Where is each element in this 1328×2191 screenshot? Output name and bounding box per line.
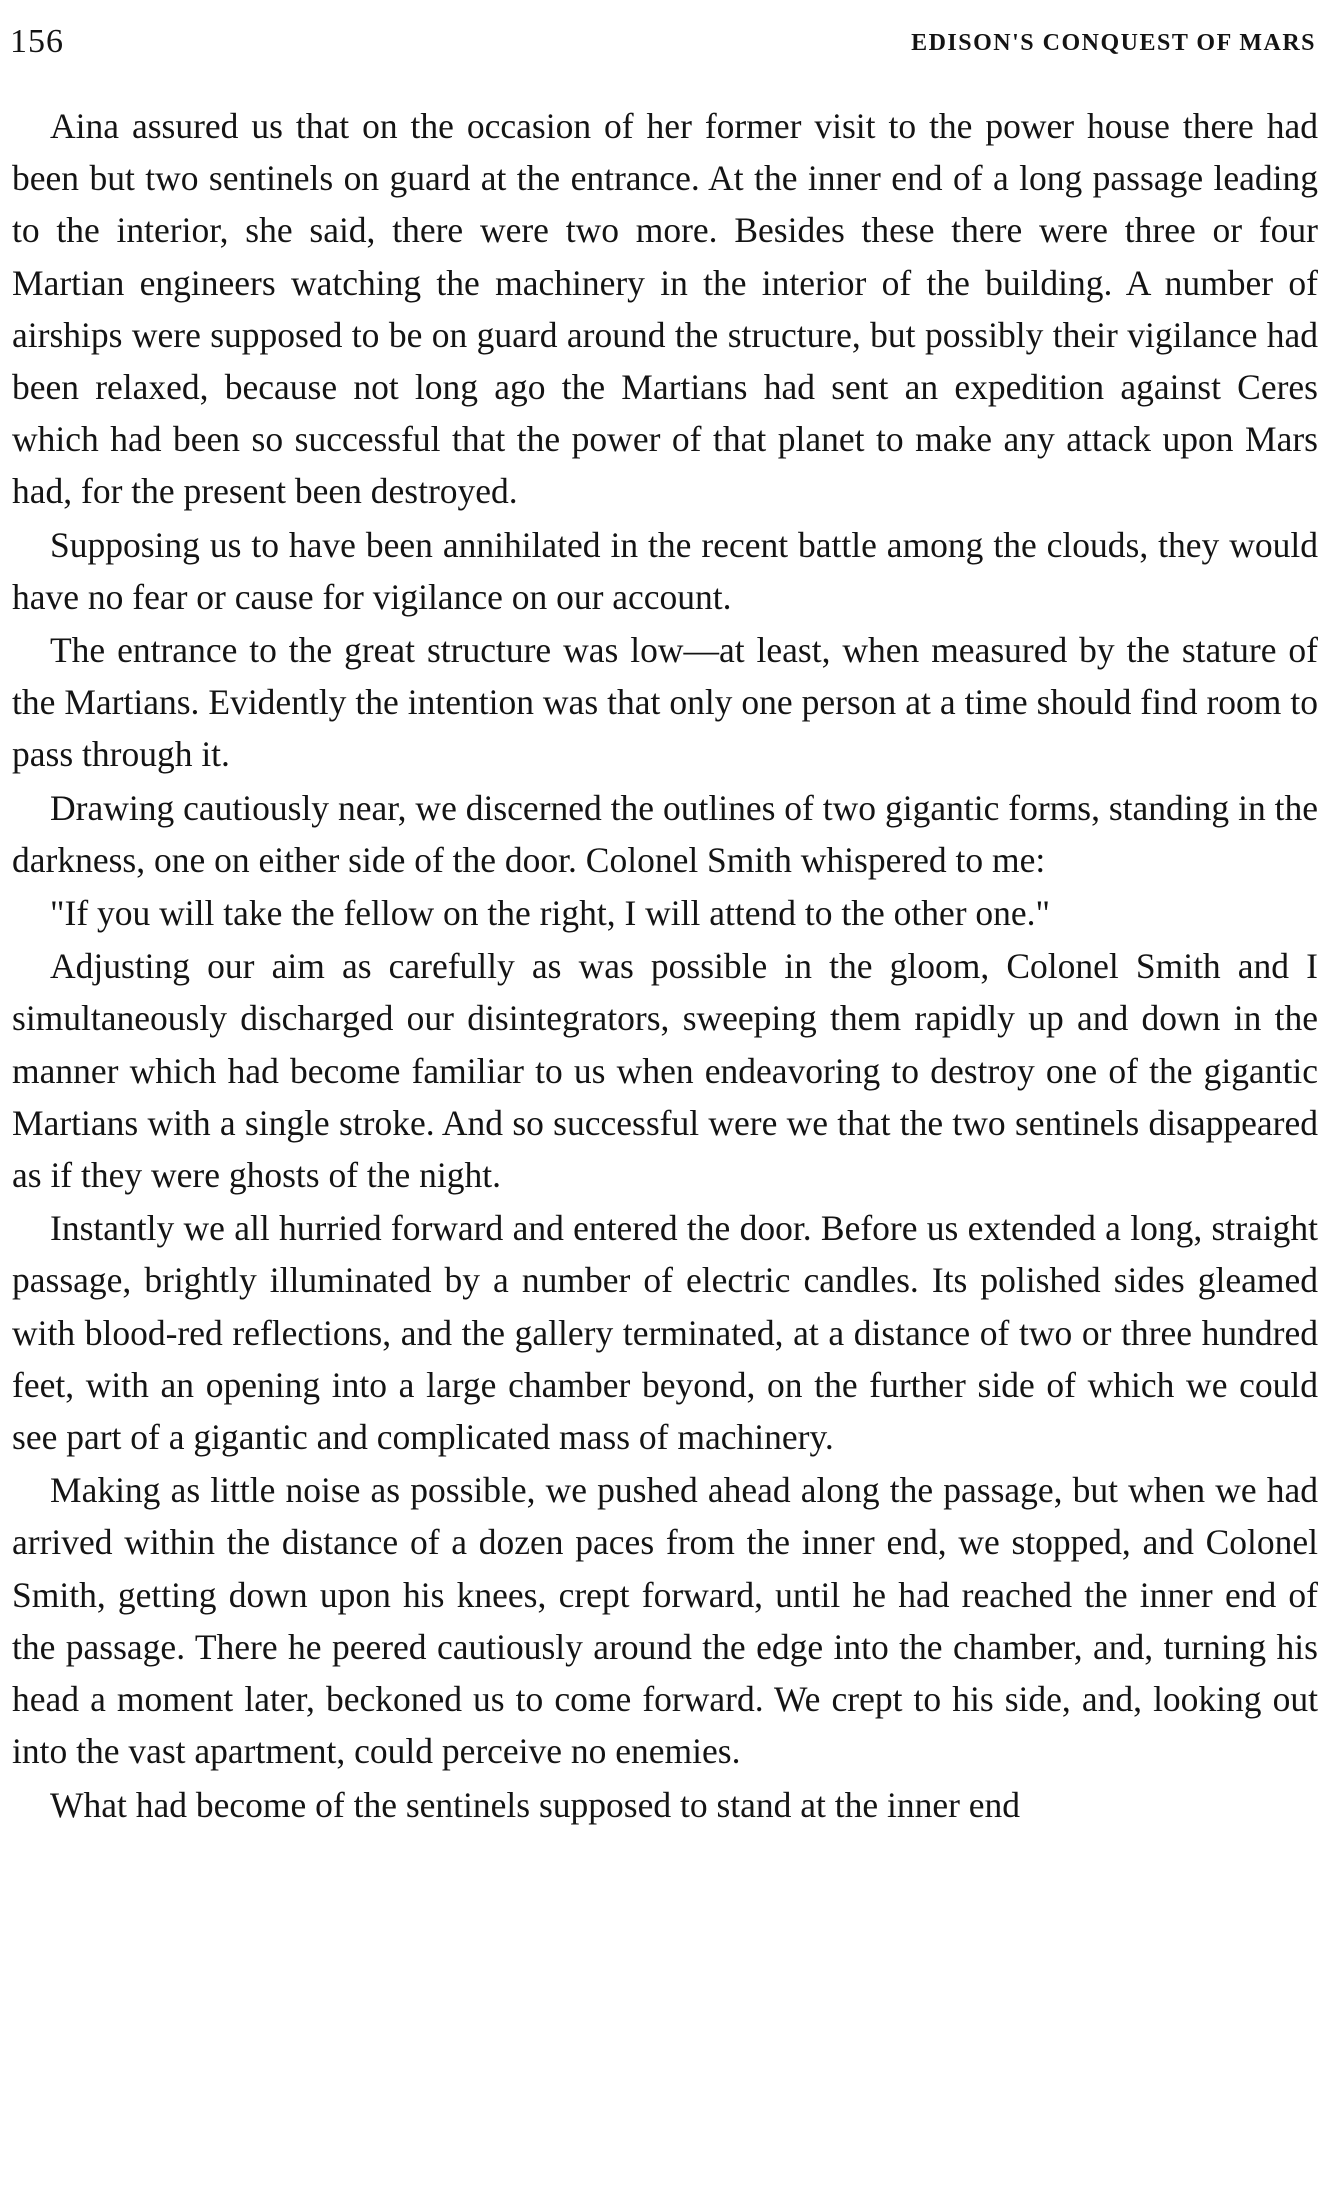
paragraph: Drawing cautiously near, we discerned the outlines of two gigantic forms, standing in the darkness, one on either side of the door. Colonel Smith whispered to me: bbox=[12, 787, 1318, 880]
paragraph: Adjusting our aim as carefully as was possible in the gloom, Colonel Smith and I simultaneously discharged our disintegrators, sweeping them rapidly up and down in the manner which had become familiar to us when endeavoring to destroy one of the gigantic Martians with a single stroke. And so successful were we that the two sentinels disappeared as if they were ghosts of the night. bbox=[12, 946, 1318, 1196]
paragraph: Making as little noise as possible, we pushed ahead along the passage, but when we had arrived within the distance of a dozen paces from the inner end, we stopped, and Colonel Smith, getting down upon his knees, crept forward, until he had reached the inner end of the passage. There he peered cautiously around the edge into the chamber, and, turning his head a moment later, beckoned us to come forward. We crept to his side, and, looking out into the vast apartment, could perceive no enemies. bbox=[12, 1470, 1318, 1772]
body-text bbox=[12, 100, 1318, 1832]
paragraph: Aina assured us that on the occasion of her former visit to the power house there had been but two sentinels on guard at the entrance. At the inner end of a long passage leading to the interior, she said, there were two more. Besides these there were three or four Martian engineers watching the machinery in the interior of the building. A number of airships were supposed to be on guard around the structure, but possibly their vigilance had been relaxed, because not long ago the Martians had sent an expedition against Ceres which had been so successful that the power of that planet to make any attack upon Mars had, for the present been destroyed. bbox=[12, 106, 1318, 512]
page-number: 156 bbox=[10, 23, 64, 60]
running-title: EDISON'S CONQUEST OF MARS bbox=[911, 30, 1316, 56]
paragraph: What had become of the sentinels supposed to stand at the inner end bbox=[50, 1784, 1021, 1825]
paragraph: Supposing us to have been annihilated in the recent battle among the clouds, they would have no fear or cause for vigilance on our account. bbox=[12, 524, 1318, 617]
paragraph: The entrance to the great structure was low—at least, when measured by the stature of the Martians. Evidently the intention was that only one person at a time should find room to pass through it. bbox=[12, 630, 1318, 775]
paragraph: Instantly we all hurried forward and entered the door. Before us extended a long, straight passage, brightly illuminated by a number of electric candles. Its polished sides gleamed with blood-red reflections, and the gallery terminated, at a distance of two or three hundred feet, with an opening into a large chamber beyond, on the further side of which we could see part of a gigantic and complicated mass of machinery. bbox=[12, 1208, 1318, 1458]
paragraph: "If you will take the fellow on the right, I will attend to the other one." bbox=[50, 893, 1051, 934]
running-head bbox=[10, 22, 1316, 62]
